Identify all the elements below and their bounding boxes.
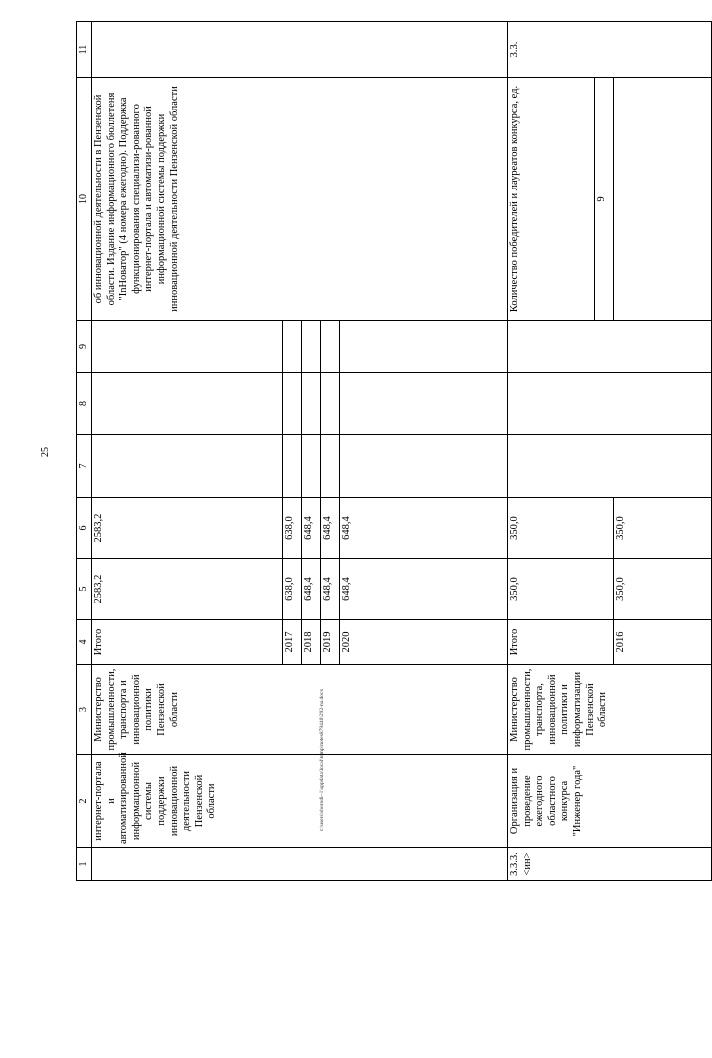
total-funding-cell: 648,4	[340, 559, 508, 620]
extra-budget-cell	[508, 321, 712, 373]
program-activities-table	[76, 21, 712, 881]
empty-cell	[283, 321, 302, 373]
col-number: 5	[77, 559, 92, 620]
total-funding-cell: 638,0	[283, 559, 302, 620]
indicator-name-cell: Количество победителей и лауреатов конкурса, ед.	[508, 78, 595, 321]
regional-budget-cell: 350,0	[614, 498, 712, 559]
local-budget-cell	[508, 373, 712, 435]
executor-cell: Министерство промышленности, транспорта, инновационной политики и информатизации Пензенской области	[508, 665, 712, 755]
col-number: 7	[77, 435, 92, 498]
col-number: 6	[77, 498, 92, 559]
empty-cell	[321, 373, 340, 435]
col-number: 11	[77, 22, 92, 78]
year-cell: 2019	[321, 620, 340, 665]
year-cell: 2018	[302, 620, 321, 665]
empty-cell	[614, 78, 712, 321]
col-number: 2	[77, 755, 92, 848]
rotated-table-container	[76, 22, 626, 881]
empty-cell	[340, 321, 508, 373]
empty-cell	[283, 373, 302, 435]
col-number: 3	[77, 665, 92, 755]
activity-name-cell: интернет-портала и автоматизированной информационной системы поддержки инновационной деятельности Пензенской области	[92, 755, 508, 848]
column-number-row	[77, 22, 92, 881]
empty-cell	[340, 373, 508, 435]
total-funding-cell: 648,4	[302, 559, 321, 620]
link-cell: 3.3.	[508, 22, 712, 78]
col-number: 1	[77, 848, 92, 881]
empty-cell	[302, 321, 321, 373]
link-cell	[92, 22, 508, 78]
empty-cell	[302, 373, 321, 435]
page-number: 25	[40, 447, 51, 457]
regional-budget-cell: 648,4	[321, 498, 340, 559]
year-cell: Итого	[508, 620, 614, 665]
year-cell: 2016	[614, 620, 712, 665]
empty-cell	[340, 435, 508, 498]
year-cell: Итого	[92, 620, 283, 665]
empty-cell	[283, 435, 302, 498]
empty-cell	[321, 321, 340, 373]
year-cell: 2017	[283, 620, 302, 665]
year-cell: 2020	[340, 620, 508, 665]
col-number: 9	[77, 321, 92, 373]
total-funding-cell: 648,4	[321, 559, 340, 620]
col-number: 4	[77, 620, 92, 665]
col-number: 8	[77, 373, 92, 435]
activity-number-cell: 3.3.3. <ин>	[508, 848, 712, 881]
activity-name-cell: Организация и проведение ежегодного областного конкурса "Инженер года"	[508, 755, 712, 848]
regional-budget-cell: 648,4	[340, 498, 508, 559]
regional-budget-cell: 2583,2	[92, 498, 283, 559]
regional-budget-cell: 638,0	[283, 498, 302, 559]
regional-budget-cell: 350,0	[508, 498, 614, 559]
federal-budget-cell	[92, 435, 283, 498]
col-number: 10	[77, 78, 92, 321]
activity-number-cell	[92, 848, 508, 881]
indicator-value-cell: 9	[595, 78, 614, 321]
footer-file-path: c:\users\sborodi~1\appdata\local\temp\notes879440\292-na.docx	[319, 688, 325, 832]
regional-budget-cell: 648,4	[302, 498, 321, 559]
federal-budget-cell	[508, 435, 712, 498]
executor-cell: Министерство промышленности, транспорта и инновационной политики Пензенской области	[92, 665, 508, 755]
total-funding-cell: 2583,2	[92, 559, 283, 620]
total-funding-cell: 350,0	[508, 559, 614, 620]
indicator-description-cell: об инновационной деятельности в Пензенской области. Издание информационного бюллетеня "InНоватор" (4 номера ежегодно). Поддержка функционирования специализи-рованного интернет-портала и автоматизи-рованной информационной системы поддержки инновационной деятельности Пензенской области	[92, 78, 508, 321]
local-budget-cell	[92, 373, 283, 435]
extra-budget-cell	[92, 321, 283, 373]
total-funding-cell: 350,0	[614, 559, 712, 620]
